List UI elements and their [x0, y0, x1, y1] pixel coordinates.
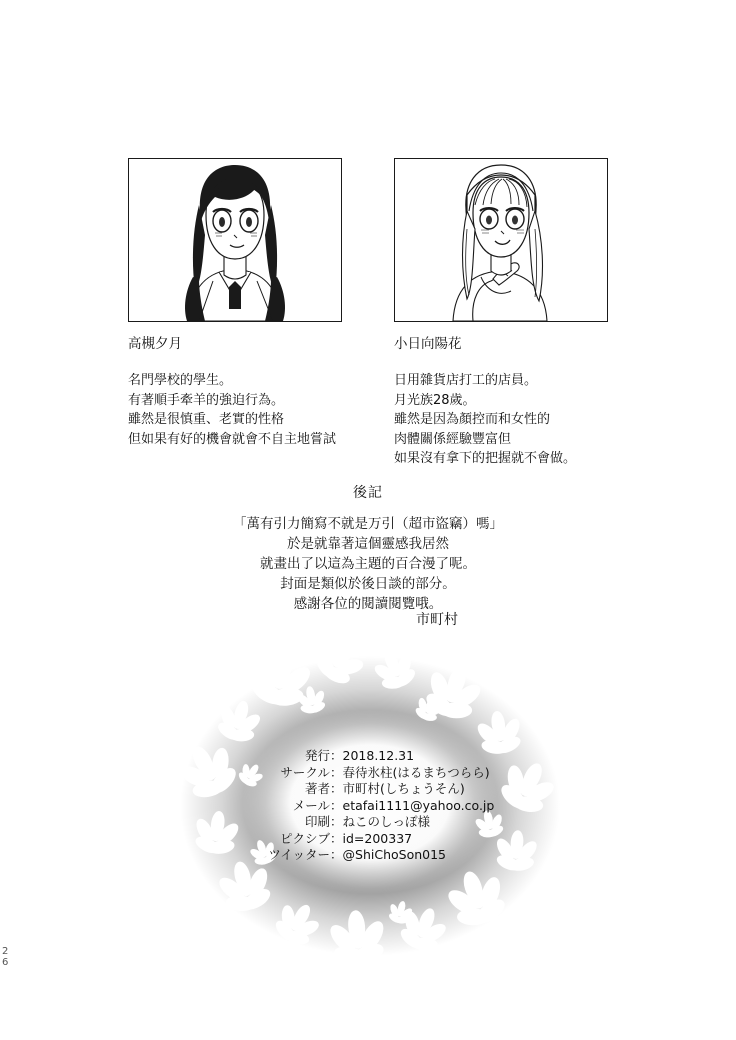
colophon-label: ピクシブ [279, 830, 330, 846]
light-haired-girl-portrait [394, 158, 608, 322]
character-description [128, 371, 342, 449]
character-description-line: 如果沒有拿下的把握就不會做。 [394, 451, 577, 466]
colophon-value[interactable]: @ShiChoSon015 [342, 847, 447, 862]
colophon-value[interactable]: id=200337 [342, 830, 413, 846]
colophon-separator: ： [330, 797, 343, 813]
table-row [248, 847, 494, 864]
character-description-line: 日用雜貨店打工的店員。 [394, 373, 538, 388]
character-profile [394, 158, 608, 469]
character-description-line: 有著順手牽羊的強迫行為。 [128, 392, 285, 408]
colophon-value: ねこのしっぽ様 [342, 814, 431, 829]
colophon-label: 発行 [304, 748, 330, 763]
dark-haired-girl-portrait [128, 158, 342, 322]
table-row [248, 765, 494, 782]
character-description-line: 雖然是因為顏控而和女性的 [394, 412, 551, 427]
afterword-line: 於是就靠著這個靈感我居然 [287, 536, 449, 552]
afterword-title: 後記 [353, 485, 383, 501]
character-name: 小日向陽花 [394, 336, 462, 352]
colophon-table [248, 748, 494, 864]
page-number-digit: 6 [2, 957, 9, 968]
table-row [248, 781, 494, 798]
character-name: 高槻夕月 [128, 336, 182, 352]
character-description-line: 名門學校的學生。 [128, 373, 233, 388]
afterword-line: 就畫出了以這為主題的百合漫了呢。 [260, 556, 476, 572]
colophon-label: 著者 [304, 781, 330, 796]
colophon-label: メール [292, 797, 330, 813]
colophon-separator: ： [330, 781, 343, 796]
colophon-separator: ： [330, 830, 343, 846]
colophon-label: サークル [280, 764, 330, 780]
table-row [248, 798, 494, 815]
colophon-separator: ： [330, 814, 343, 829]
character-description-line: 但如果有好的機會就會不自主地嘗試 [128, 431, 337, 447]
character-profile [128, 158, 342, 469]
afterword-line: 感謝各位的閱讀閱覽哦。 [293, 596, 443, 612]
colophon-value[interactable]: etafai1111@yahoo.co.jp [342, 797, 495, 813]
colophon-separator: ： [330, 748, 343, 763]
page-number [2, 946, 8, 968]
colophon-label: 印刷 [304, 814, 330, 829]
character-profiles [128, 158, 608, 469]
colophon-value: 春待氷柱(はるまちつらら) [342, 764, 490, 780]
colophon-separator: ： [330, 764, 343, 780]
colophon-value: 市町村(しちょうそん) [342, 781, 465, 796]
colophon-label: ツイッター [268, 847, 330, 862]
character-description-line: 雖然是很慎重、老實的性格 [128, 412, 285, 427]
page-number-digit: 2 [2, 946, 9, 957]
character-description [394, 371, 608, 469]
table-row [248, 814, 494, 831]
afterword-line: 「萬有引力簡寫不就是万引（超市盜竊）嗎」 [233, 516, 503, 532]
afterword-signature: 市町村 [416, 612, 458, 628]
colophon-block [160, 640, 580, 970]
afterword-line: 封面是類似於後日談的部分。 [280, 576, 456, 592]
colophon-value: 2018.12.31 [342, 748, 415, 763]
table-row [248, 831, 494, 848]
afterword-body [0, 514, 736, 614]
colophon-separator: ： [330, 847, 343, 862]
table-row [248, 748, 494, 765]
character-description-line: 月光族28歲。 [394, 392, 476, 408]
character-description-line: 肉體關係經驗豐富但 [394, 431, 512, 447]
